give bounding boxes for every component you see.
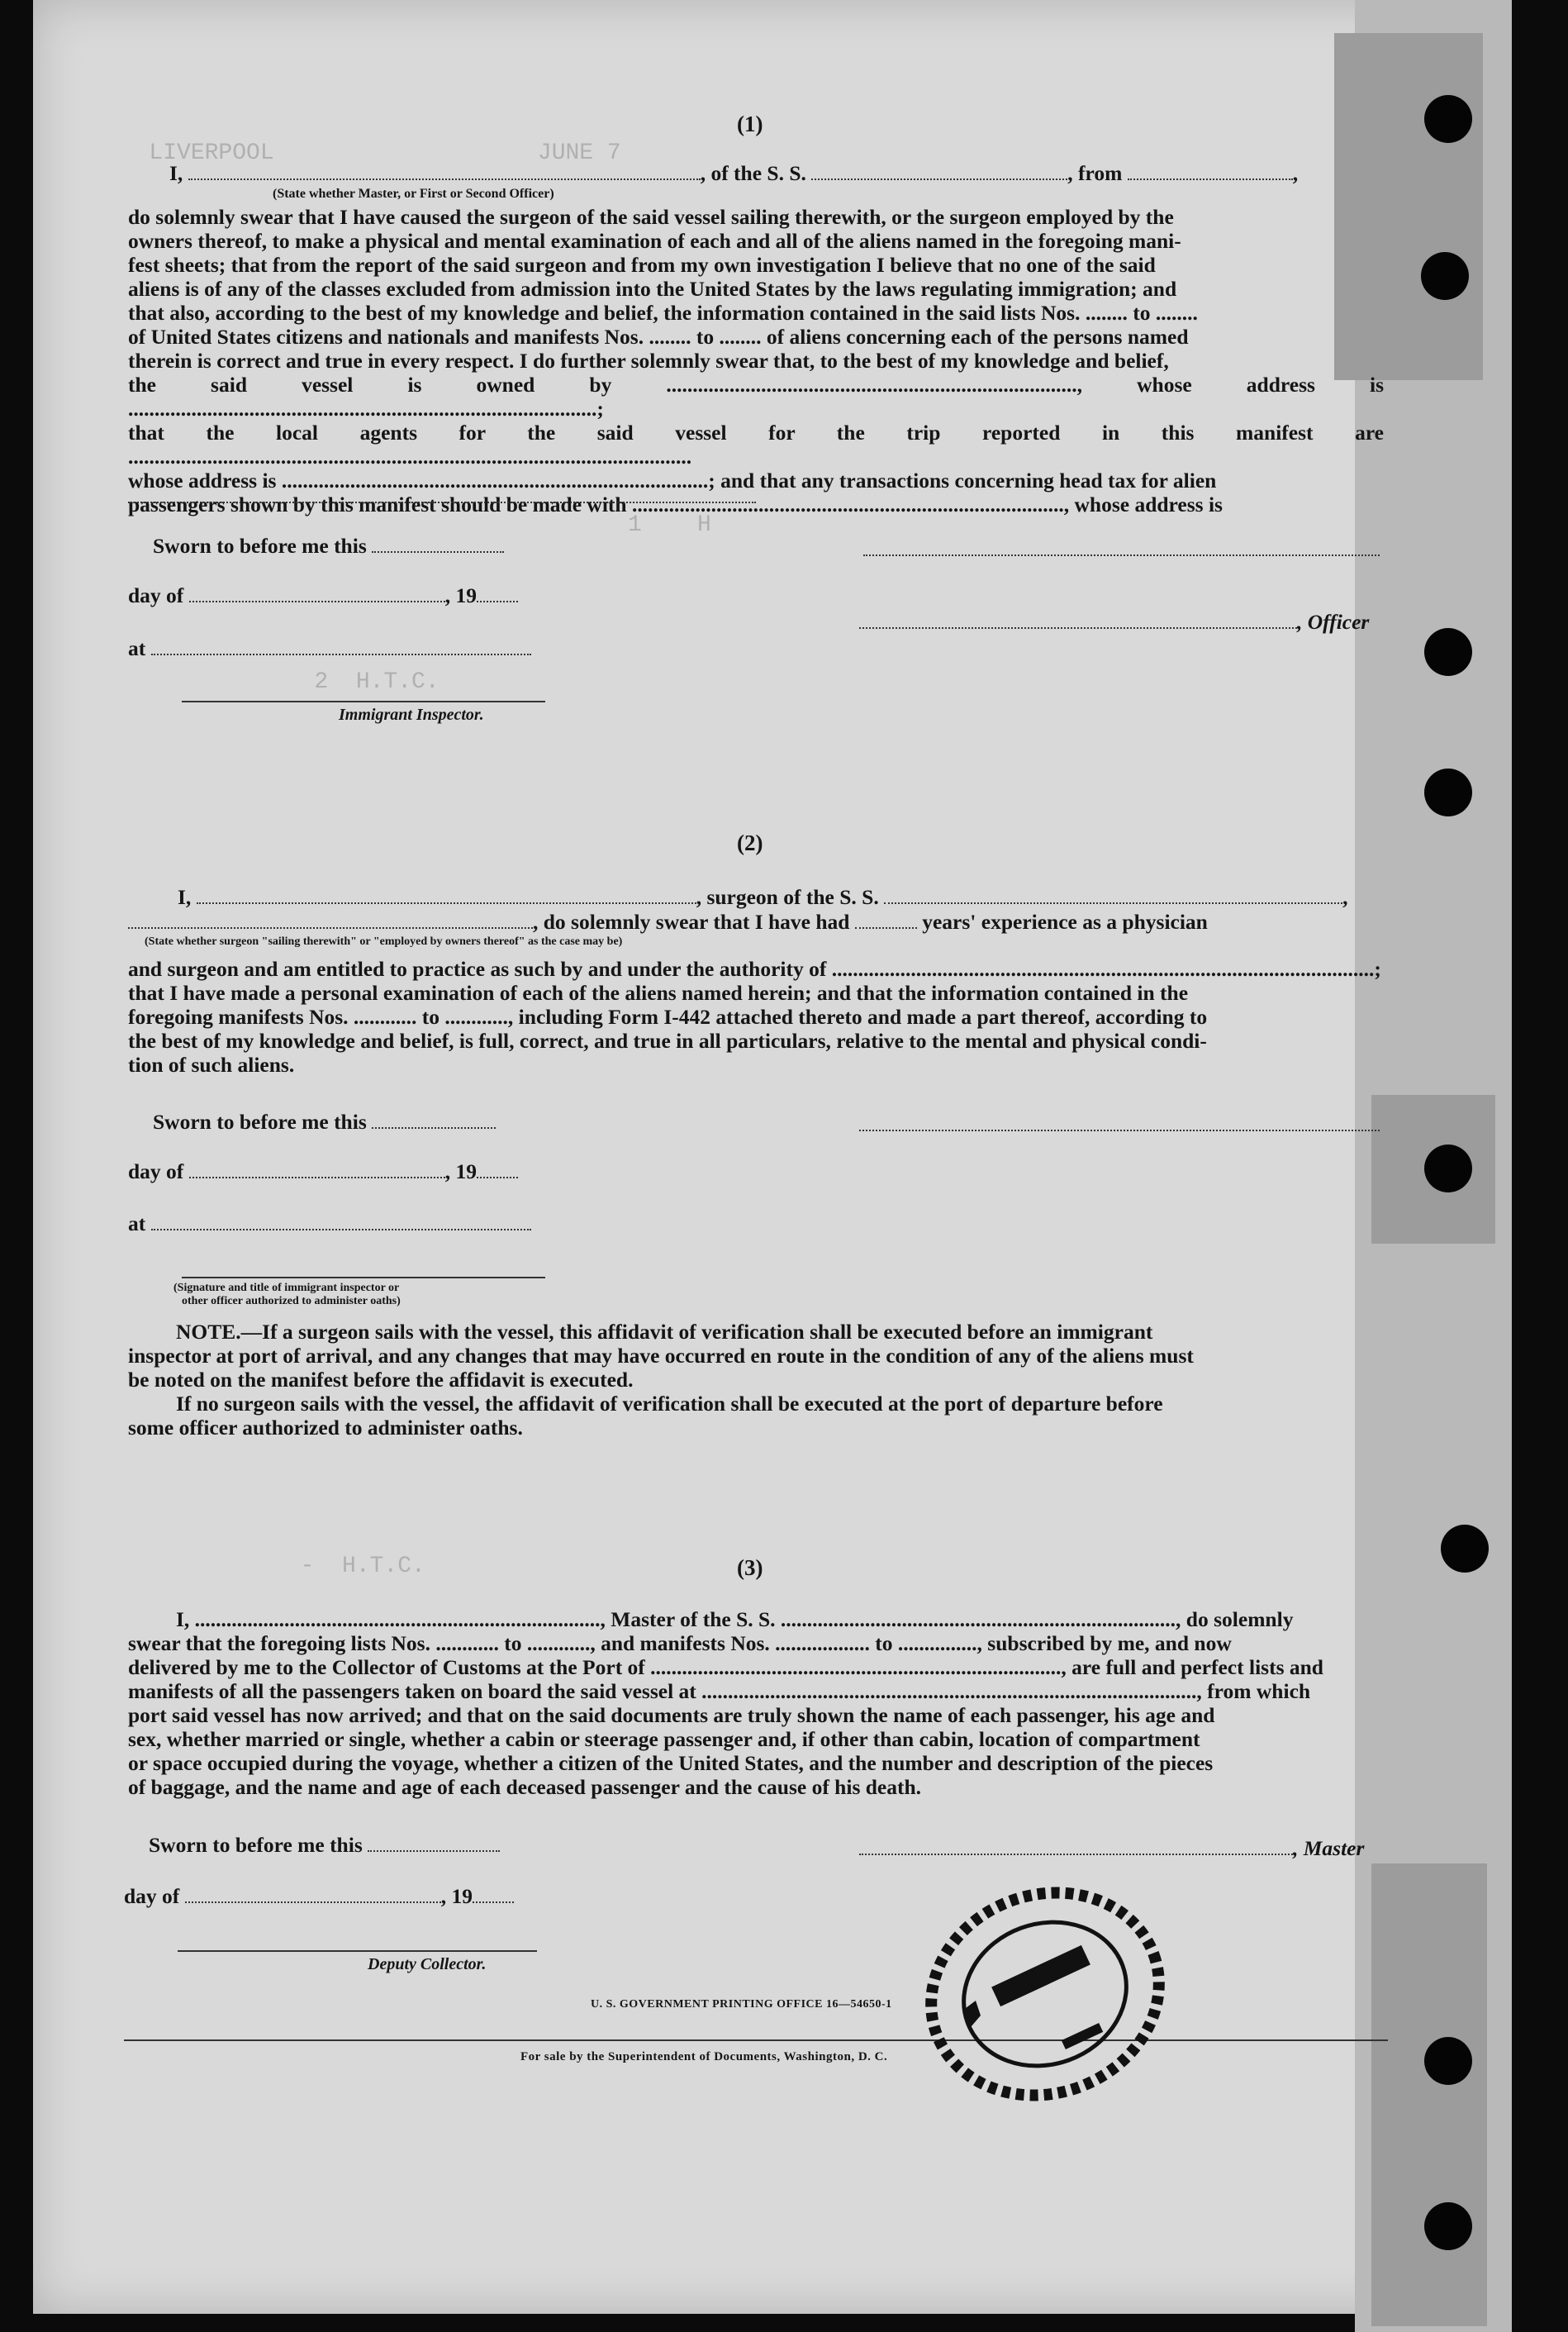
section-1-paragraph xyxy=(128,205,1384,516)
section-3-paragraph xyxy=(128,1607,1384,1799)
section-1-i: I, xyxy=(169,161,183,185)
section-3-number: (3) xyxy=(737,1555,763,1580)
footer-rule xyxy=(124,2039,1388,2041)
day-of-label: day of xyxy=(124,1884,180,1908)
sworn-label: Sworn to before me this xyxy=(153,534,367,558)
section-1-para-line: of United States citizens and nationals and manifests Nos. ........ to ........ of aliens concerning each of the persons named xyxy=(128,325,1189,349)
section-1-para-line: owners thereof, to make a physical and mental examination of each and all of the aliens named in the foregoing mani- xyxy=(128,229,1181,253)
from-label: , from xyxy=(1067,161,1123,185)
note-line: inspector at port of arrival, and any changes that may have occurred en route in the condition of any of the aliens must xyxy=(128,1344,1194,1368)
punch-hole-4 xyxy=(1424,769,1472,816)
gpo-imprint: U. S. GOVERNMENT PRINTING OFFICE 16—54650-1 xyxy=(591,1998,892,2011)
section-3-para-line: I, ............................................................................., Master of the S. S. ..........................................................................., do solemnly xyxy=(176,1607,1294,1631)
section-1-para-line: passengers shown by this manifest should be made with .................................................................................., whose address is xyxy=(128,493,1223,516)
sworn-label: Sworn to before me this xyxy=(149,1833,363,1857)
day-field[interactable] xyxy=(189,1176,445,1178)
from-port-field[interactable] xyxy=(1128,178,1293,180)
officer-title-field[interactable] xyxy=(188,178,701,180)
arrival-stamp xyxy=(905,1874,1177,2114)
section-1-number: (1) xyxy=(737,112,763,136)
year-field[interactable] xyxy=(477,600,518,602)
day-of-1 xyxy=(128,585,518,607)
day-field[interactable] xyxy=(185,1901,441,1903)
day-field[interactable] xyxy=(189,600,445,602)
section-3-para-line: of baggage, and the name and age of each deceased passenger and the cause of his death. xyxy=(128,1775,922,1799)
bleed-through-text: - H.T.C. xyxy=(273,1554,425,1579)
at-field[interactable] xyxy=(151,653,531,655)
section-3-para-line: sex, whether married or single, whether a cabin or steerage passenger and, if other than cabin, location of compartment xyxy=(128,1727,1200,1751)
section-1-para-line: whose address is .................................................................................; and that any transactions concerning head tax for alien xyxy=(128,469,1217,493)
punch-hole-5 xyxy=(1424,1145,1472,1192)
section-1-para-line: aliens is of any of the classes excluded from admission into the United States by the laws regulating immigration; and xyxy=(128,277,1177,301)
section-1-para-line: that the local agents for the said vessel for the trip reported in this manifest are ........................................................................................................... xyxy=(128,421,1384,469)
inspector-signature-line[interactable] xyxy=(182,701,545,702)
section-2-line2 xyxy=(128,911,1208,933)
years-field[interactable] xyxy=(855,926,917,929)
surgeon-name-field[interactable] xyxy=(197,902,696,904)
section-2-paragraph xyxy=(128,957,1384,1077)
officer-name-field[interactable] xyxy=(859,626,1297,629)
solemnly-swear-label: , do solemnly swear that I have had xyxy=(533,910,850,934)
bleed-through-text: LIVERPOOL JUNE 7 xyxy=(107,140,691,166)
note-paragraph xyxy=(128,1320,1384,1440)
vessel-field[interactable] xyxy=(811,178,1067,180)
punch-hole-3 xyxy=(1424,628,1472,676)
deputy-signature-line[interactable] xyxy=(178,1950,537,1952)
section-1-para-line: that also, according to the best of my knowledge and belief, the information contained in the said lists Nos. ........ to ........ xyxy=(128,301,1198,325)
section-1-line1: I, , of the S. S. , from , xyxy=(169,161,1299,185)
section-2-i: I, xyxy=(178,885,192,909)
day-of-label: day of xyxy=(128,583,184,607)
authorized-officer-signature-line[interactable] xyxy=(182,1277,545,1278)
section-3-para-line: swear that the foregoing lists Nos. ............ to ............, and manifests Nos. .................. to ..............., subscribed by me, and now xyxy=(128,1631,1232,1655)
sworn-1 xyxy=(153,535,504,557)
at-label: at xyxy=(128,636,146,660)
section-2-para-line: foregoing manifests Nos. ............ to ............, including Form I-442 attached thereto and made a part thereof, according to xyxy=(128,1005,1208,1029)
at-2 xyxy=(128,1213,531,1235)
day-of-3 xyxy=(124,1886,514,1907)
year-label: , 19 xyxy=(440,1884,473,1908)
section-3-para-line: delivered by me to the Collector of Customs at the Port of .............................................................................., are full and perfect lists and xyxy=(128,1655,1323,1679)
officer-title-note: (State whether Master, or First or Second Officer) xyxy=(273,187,554,201)
years-experience-label: years' experience as a physician xyxy=(922,910,1208,934)
note-text: NOTE.—If a surgeon sails with the vessel, this affidavit of verification shall be executed before an immigrant xyxy=(176,1320,1153,1344)
section-2-line1: I, , surgeon of the S. S. , xyxy=(178,885,1348,909)
punch-hole-2 xyxy=(1421,252,1469,300)
section-2-number: (2) xyxy=(737,830,763,855)
sig-note-1: (Signature and title of immigrant inspector or xyxy=(173,1282,400,1294)
note-line xyxy=(128,1320,1384,1344)
section-1-para-line: the said vessel is owned by .............................................................................., whose address is .........................................................................................; xyxy=(128,373,1384,421)
note-line: some officer authorized to administer oaths. xyxy=(128,1416,523,1440)
section-3-para-line: manifests of all the passengers taken on board the said vessel at .............................................................................................., from which xyxy=(128,1679,1311,1703)
at-1 xyxy=(128,638,531,659)
deputy-label: Deputy Collector. xyxy=(368,1955,487,1973)
day-of-2 xyxy=(128,1161,518,1183)
sig-note-2: other officer authorized to administer oaths) xyxy=(182,1295,401,1307)
bleed-through-text: 2 H.T.C. xyxy=(273,669,440,695)
section-1-para-line: therein is correct and true in every respect. I do further solemnly swear that, to the best of my knowledge and belief, xyxy=(128,349,1169,373)
section-2-para-line: and surgeon and am entitled to practice as such by and under the authority of .......................................................................................................; xyxy=(128,957,1381,981)
section-2-para-line: that I have made a personal examination of each of the aliens named herein; and that the information contained in the xyxy=(128,981,1189,1005)
sworn-date-field[interactable] xyxy=(372,550,504,553)
section-1-para-line: do solemnly swear that I have caused the surgeon of the said vessel sailing therewith, or the surgeon employed by the xyxy=(128,205,1174,229)
bleed-through-text: 1 H xyxy=(628,512,767,538)
section-2-para-line: the best of my knowledge and belief, is full, correct, and true in all particulars, relative to the mental and physical condi- xyxy=(128,1029,1207,1053)
year-field[interactable] xyxy=(477,1176,518,1178)
year-label: , 19 xyxy=(444,1159,477,1183)
sworn-label: Sworn to before me this xyxy=(153,1110,367,1134)
master-line xyxy=(859,1838,1364,1859)
section-3-para-line: port said vessel has now arrived; and that on the said documents are truly shown the name of each passenger, his age and xyxy=(128,1703,1215,1727)
officer-signature-line[interactable] xyxy=(863,554,1380,556)
punch-hole-7 xyxy=(1424,2037,1472,2085)
section-3-para-line: or space occupied during the voyage, whether a citizen of the United States, and the number and description of the pieces xyxy=(128,1751,1214,1775)
master-signature-field[interactable] xyxy=(859,1853,1293,1855)
officer-label: , Officer xyxy=(1297,610,1370,634)
of-ss-label: , of the S. S. xyxy=(700,161,806,185)
surgeon-of-ss-label: , surgeon of the S. S. xyxy=(696,885,879,909)
year-label: , 19 xyxy=(444,583,477,607)
note-line: If no surgeon sails with the vessel, the affidavit of verification shall be executed at the port of departure before xyxy=(176,1392,1163,1416)
punch-hole-8 xyxy=(1424,2202,1472,2250)
address-continuation-field[interactable] xyxy=(128,501,756,503)
year-field[interactable] xyxy=(473,1901,514,1903)
punch-hole-6 xyxy=(1441,1525,1489,1573)
master-label: , Master xyxy=(1293,1836,1365,1860)
sworn-date-field[interactable] xyxy=(372,1126,496,1129)
sworn-3 xyxy=(149,1835,500,1856)
officer-line xyxy=(859,612,1369,633)
section-1-para-line: fest sheets; that from the report of the said surgeon and from my own investigation I believe that no one of the said xyxy=(128,253,1156,277)
note-line: be noted on the manifest before the affidavit is executed. xyxy=(128,1368,634,1392)
tape-bottom-right xyxy=(1371,1863,1487,2326)
footer-sale-note: For sale by the Superintendent of Documents, Washington, D. C. xyxy=(520,2050,888,2063)
at-field[interactable] xyxy=(151,1228,531,1230)
surgeon-vessel-field[interactable] xyxy=(884,902,1342,904)
sworn-date-field[interactable] xyxy=(368,1849,500,1852)
inspector-label: Immigrant Inspector. xyxy=(339,706,484,724)
surgeon-signature-line[interactable] xyxy=(859,1129,1380,1131)
surgeon-status-note: (State whether surgeon "sailing therewith" or "employed by owners thereof" as the case may be) xyxy=(145,935,623,948)
at-label: at xyxy=(128,1211,146,1235)
punch-hole-1 xyxy=(1424,95,1472,143)
section-2-para-line: tion of such aliens. xyxy=(128,1053,295,1077)
day-of-label: day of xyxy=(128,1159,184,1183)
sworn-2 xyxy=(153,1111,496,1133)
surgeon-status-field[interactable] xyxy=(128,926,533,929)
